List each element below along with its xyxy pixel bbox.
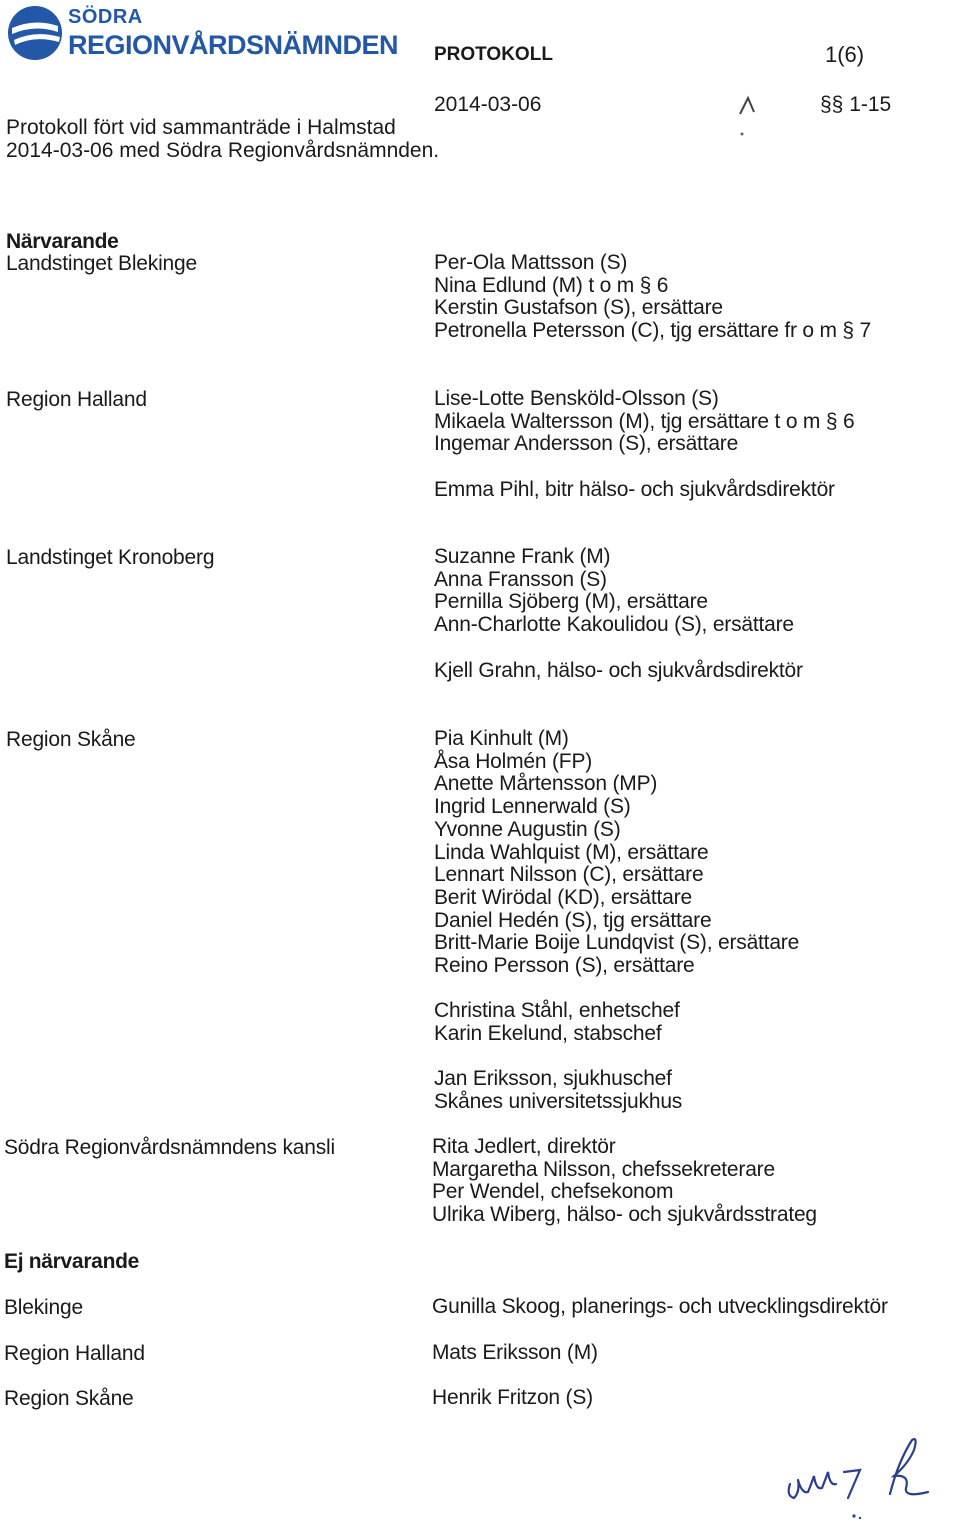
official-list — [434, 1068, 682, 1113]
member-list — [434, 728, 799, 978]
member-name: Pia Kinhult (M) — [434, 727, 569, 750]
absent-name: Mats Eriksson (M) — [432, 1341, 598, 1364]
official-list — [434, 660, 803, 683]
logo-text-small: SÖDRA — [68, 6, 143, 28]
member-name: Ingemar Andersson (S), ersättare — [434, 432, 739, 456]
member-name: Britt-Marie Boije Lundqvist (S), ersättare — [434, 931, 800, 955]
member-name: Lennart Nilsson (C), ersättare — [434, 863, 704, 887]
member-name: Per-Ola Mattsson (S) — [434, 251, 628, 274]
paragraph-range: §§ 1-15 — [820, 93, 892, 116]
member-name: Nina Edlund (M) t o m § 6 — [434, 273, 669, 297]
member-name: Kerstin Gustafson (S), ersättare — [434, 296, 723, 320]
official-name: Kjell Grahn, hälso- och sjukvårdsdirektör — [434, 659, 803, 682]
group-label: Södra Regionvårdsnämndens kansli — [4, 1136, 335, 1159]
intro-line: 2014-03-06 med Södra Regionvårdsnämnden. — [6, 139, 440, 162]
absent-label: Region Halland — [4, 1342, 145, 1365]
present-heading: Närvarande — [6, 230, 119, 253]
page-number: 1(6) — [825, 42, 865, 67]
group-label: Landstinget Kronoberg — [6, 546, 215, 569]
signature-icon — [778, 1432, 938, 1527]
member-name: Lise-Lotte Bensköld-Olsson (S) — [434, 387, 719, 410]
member-list — [434, 252, 871, 343]
member-name: Suzanne Frank (M) — [434, 545, 611, 568]
group-label: Region Skåne — [6, 728, 136, 751]
member-name: Åsa Holmén (FP) — [434, 749, 593, 773]
official-list — [434, 479, 835, 502]
official-name: Skånes universitetssjukhus — [434, 1089, 683, 1113]
handwritten-mark-icon — [732, 92, 782, 142]
absent-heading: Ej närvarande — [4, 1250, 139, 1273]
official-name: Margaretha Nilsson, chefssekreterare — [432, 1157, 775, 1181]
official-name: Karin Ekelund, stabschef — [434, 1021, 662, 1045]
group-label: Landstinget Blekinge — [6, 252, 197, 275]
intro-line: Protokoll fört vid sammanträde i Halmstad — [6, 116, 396, 139]
official-name: Ulrika Wiberg, hälso- och sjukvårdsstrateg — [432, 1203, 817, 1227]
logo-text-large: REGIONVÅRDSNÄMNDEN — [68, 30, 399, 60]
member-list — [434, 388, 854, 456]
official-list — [434, 1000, 680, 1045]
official-name: Jan Eriksson, sjukhuschef — [434, 1067, 672, 1090]
member-name: Daniel Hedén (S), tjg ersättare — [434, 908, 712, 932]
member-list — [434, 546, 794, 637]
member-name: Yvonne Augustin (S) — [434, 817, 621, 841]
member-name: Reino Persson (S), ersättare — [434, 954, 695, 978]
member-name: Berit Wirödal (KD), ersättare — [434, 885, 692, 909]
member-name: Mikaela Waltersson (M), tjg ersättare t o m § 6 — [434, 409, 855, 433]
member-name: Anna Fransson (S) — [434, 567, 607, 591]
absent-name: Henrik Fritzon (S) — [432, 1386, 593, 1409]
intro-text — [6, 116, 439, 162]
official-list — [432, 1136, 817, 1227]
meeting-date: 2014-03-06 — [434, 93, 542, 116]
document-type: PROTOKOLL — [434, 44, 553, 65]
official-name: Christina Ståhl, enhetschef — [434, 999, 680, 1022]
absent-label: Region Skåne — [4, 1387, 134, 1410]
member-name: Ingrid Lennerwald (S) — [434, 795, 631, 819]
official-name: Per Wendel, chefsekonom — [432, 1180, 674, 1204]
member-name: Pernilla Sjöberg (M), ersättare — [434, 590, 708, 614]
member-name: Anette Mårtensson (MP) — [434, 772, 658, 796]
member-name: Linda Wahlquist (M), ersättare — [434, 840, 709, 864]
logo-emblem-icon — [6, 4, 64, 62]
official-name: Emma Pihl, bitr hälso- och sjukvårdsdirektör — [434, 478, 835, 501]
member-name: Petronella Petersson (C), tjg ersättare fr o m § 7 — [434, 319, 872, 343]
absent-label: Blekinge — [4, 1296, 83, 1319]
absent-name: Gunilla Skoog, planerings- och utvecklingsdirektör — [432, 1295, 888, 1318]
official-name: Rita Jedlert, direktör — [432, 1135, 616, 1158]
member-name: Ann-Charlotte Kakoulidou (S), ersättare — [434, 613, 794, 637]
group-label: Region Halland — [6, 388, 147, 411]
